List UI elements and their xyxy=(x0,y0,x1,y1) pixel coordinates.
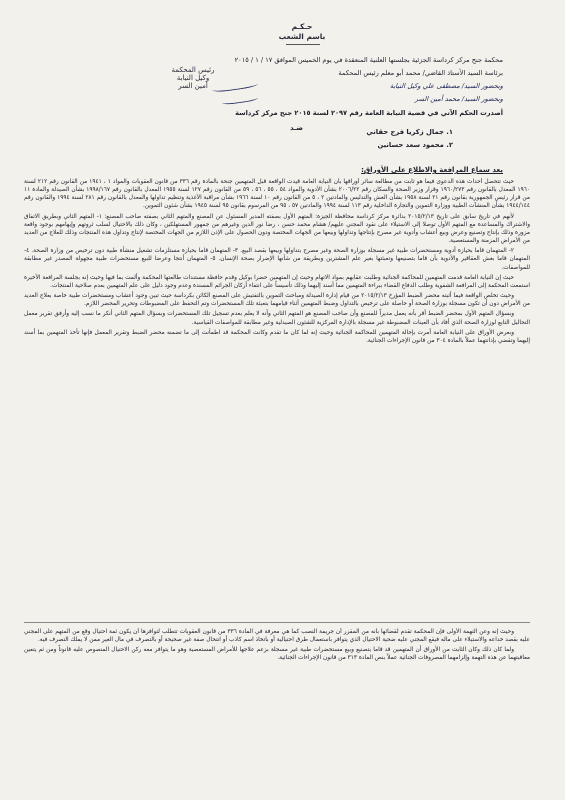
section-divider xyxy=(24,622,530,623)
paragraph-conclusion: وبعرض الأوراق على النيابة العامة أمرت بإحالة المتهمين للمحاكمة الجنائية وحيث إنه لما كان ما تقدم وكانت المحكمة قد اطمأنت إلى ما تضمنه محضر الضبط وتقرير المعمل فإنها تأخذ المتهمين بما أسند إليهما وتقضي بإدانتهما عملاً بالمادة ٣٠٤ من قانون الإجراءات الجنائية. xyxy=(24,329,530,344)
defendant-1: ١. جمال زكريا فرج حقاني xyxy=(366,128,453,136)
title-line-hukm: حـكـم xyxy=(291,22,313,31)
defendants-label: ضـد xyxy=(290,124,303,132)
paragraph-facts: وحيث تخلص الواقعة فيما أثبته محضر الضبط المؤرخ ٢٠١٥/٢/١٣ من قيام إدارة الصيدلة ومباحث التموين بالتفتيش على المصنع الكائن بكرداسة حيث تبين وجود أعشاب ومستحضرات طبية خاصة بعلاج العديد من الأمراض دون أن تكون مسجلة بوزارة الصحة أو حاصلة على ترخيص بالتداول وضبط المتهمين أثناء قيامهما بتعبئة تلك المستحضرات وتم التحفظ على المضبوطات وتحرير المحضر اللازم. xyxy=(24,293,530,308)
reasons-heading: بعد سماع المرافعة والاطلاع على الأوراق: xyxy=(361,166,503,174)
secretary-line: وبحضور السيد/ محمد أمين السر xyxy=(414,95,503,103)
paragraph-fraud-application: ولما كان ذلك وكان الثابت من الأوراق أن المتهمين قد قاما بتصنيع وبيع مستحضرات طبية غير مسجلة بزعم علاجها للأمراض المستعصية وهو ما يتوافر معه ركن الاحتيال المنصوص عليه قانوناً ومن ثم يتعين معاقبتهما عن هذه التهمة وإلزامهما المصروفات الجنائية عملاً بنص المادة ٣١٣ من قانون الإجراءات الجنائية. xyxy=(24,647,530,662)
signature-scribble-2 xyxy=(222,94,259,106)
paragraph-referral: حيث إن النيابة العامة قدمت المتهمين للمحاكمة الجنائية وطلبت عقابهم بمواد الاتهام وحيث إن المتهمين حضرا بوكيل وقدم حافظة مستندات طالعتها المحكمة وألمت بما فيها وحيث إنه بجلسة المرافعة الأخيرة استمعت المحكمة إلى المرافعة الشفوية وطلب الدفاع القضاء ببراءة المتهمين مما أسند إليهما وذلك تأسيساً على انتفاء أركان الجرائم المسندة وعدم وجود دليل على علم المتهمين بعدم صلاحية المنتجات. xyxy=(24,274,530,289)
judge-line: برئاسة السيد الأستاذ القاضي/ محمد أبو معلم رئيس المحكمة xyxy=(338,69,503,77)
ruling-intro: أصدرت الحكم الآتي في قضية النيابة العامة رقم ٢٠٩٧ لسنة ٢٠١٥ جنح مركز كرداسة xyxy=(235,109,503,117)
judgment-body-main xyxy=(24,178,530,618)
prosecutor-line: وبحضور السيد/ مصطفى علي وكيل النيابة xyxy=(389,82,503,90)
judgment-title xyxy=(262,22,342,42)
paragraph-charges: حيث تتحصل أحداث هذه الدعوى فيما هو ثابت من مطالعة سائر أوراقها بأن النيابة العامة قيدت الواقعة قبل المتهمين جنحة بالمادة رقم ٣٣٦ من قانون العقوبات والمواد ١ ، ١٩٤١ من القانون رقم ٢١٢ لسنة ١٩٦٠ المعدل بالقانون رقم ١٩٦٠/٢٧٣ وقرار وزير الصحة والسكان رقم ٢٠٠٦/٢٢ بشأن الأدوية والمواد ٥٤ ، ٥٥ ، ٥٦ ، ٥٩ من القانون رقم ١٢٧ لسنة ١٩٥٥ المعدل بالقانون رقم ١٩٩٨/١٦٧ بشأن الصيدلة والمادة ١١ من قرار رئيس الجمهورية بقانون رقم ٢١ لسنة ١٩٥٨ بشأن الغش والتدليس والمادتين ٢ ، ٥ من القانون رقم ١٠ لسنة ١٩٦٦ بشأن مراقبة الأغذية وتنظيم تداولها والمعدل بالقانون رقم ٢٨١ لسنة ١٩٩٤ والقانون رقم ١٩٤٤/١٤٤ بشأن المنشآت الطبية ووزارة التموين والتجارة الداخلية رقم ١١٣ لسنة ١٩٩٤ والمادتين ٥٧ ، ٩٥ من المرسوم بقانون ٩٥ لسنة ١٩٤٥ بشأن شئون التموين. xyxy=(24,179,530,210)
defendant-2: ٢. محمود سعد حسانين xyxy=(377,141,453,149)
court-role-president: رئيس المحكمة xyxy=(171,66,215,74)
court-role-secretary: أمين السر xyxy=(178,82,208,90)
court-role-prosecutor: وكيل النيابة xyxy=(176,74,210,82)
paragraph-fraud-law: وحيث إنه وعن التهمة الأولى فإن المحكمة تقدم لقضائها بأنه من المقرر أن جريمة النصب كما هي معرفة في المادة ٣٣٦ من قانون العقوبات تتطلب لتوافرها أن يكون ثمة احتيال وقع من المتهم على المجني عليه بقصد خداعه والاستيلاء على ماله فيقع المجني عليه ضحية الاحتيال الذي يتوافر باستعمال طرق احتيالية أو باتخاذ اسم كاذب أو انتحال صفة غير صحيحة أو بالتصرف في مال الغير ممن لا يملك التصرف فيه. xyxy=(24,629,530,644)
session-line: محكمة جنح مركز كرداسة الجزئية بجلستها العلنية المنعقدة في يوم الخميس الموافق ١٧ / ١ / ٢٠١٥ xyxy=(234,56,503,64)
paragraph-counts: ٢- المتهمان قاما بحيازة أدوية ومستحضرات طبية غير مسجلة بوزارة الصحة وغير مصرح بتداولها وبيعها بقصد البيع. ٣- المتهمان قاما بحيازة مستلزمات تشغيل منشأة طبية دون ترخيص من وزارة الصحة. ٤- المتهمان قاما بغش العقاقير والأدوية بأن قاما بتصنيعها وتعبئتها بغير علم المشترين وبطريقة من شأنها الإضرار بصحة الإنسان. ٥- المتهمان أنتجا وعرضا للبيع مستحضرات طبية مجهولة المصدر غير مطابقة للمواصفات. xyxy=(24,248,530,271)
paragraph-interrogation: وبسؤال المتهم الأول بمحضر الضبط أقر بأنه يعمل مديراً للمصنع وأن صاحب المصنع هو المتهم الثاني وأنه لا يعلم بعدم تسجيل تلك المستحضرات وبسؤال المتهم الثاني أنكر ما نسب إليه وأرفق تقرير معمل التحاليل التابع لوزارة الصحة الذي أفاد بأن العينات المضبوطة غير مسجلة بالإدارة المركزية للشئون الصيدلية وغير مطابقة للمواصفات القياسية. xyxy=(24,311,530,326)
paragraph-accusations: لأنهم في تاريخ سابق على تاريخ ٢٠١٥/٢/١٣ بدائرة مركز كرداسة محافظة الجيزة: المتهم الأول بصفته المدير المسئول عن المصنع والمتهم الثاني بصفته صاحب المصنع: ١- المتهم الثاني وبطريق الاتفاق والاشتراك والمساعدة مع المتهم الأول توصلا إلى الاستيلاء على نقود المجني عليهم/ هشام محمد حسن ، رضا نور الدين وغيرهم من جمهور المستهلكين ، وكان ذلك بالاحتيال لسلب ثروتهم وإيهامهم بوجود واقعة مزورة وذلك بإنتاج وتصنيع وعرض وبيع أعشاب وأدوية غير مصرح بإنتاجها وتداولها وبيعها من الجهات المختصة ودون الحصول على الإذن اللازم من الجهات المختصة لإنتاج وتداول هذه المنتجات وذلك للعلاج من العديد من الأمراض المزمنة والمستعصية. xyxy=(24,213,530,245)
title-underline xyxy=(286,44,320,45)
title-line-people: باسم الشعب xyxy=(278,32,326,41)
judgment-body-reasoning xyxy=(24,628,530,778)
